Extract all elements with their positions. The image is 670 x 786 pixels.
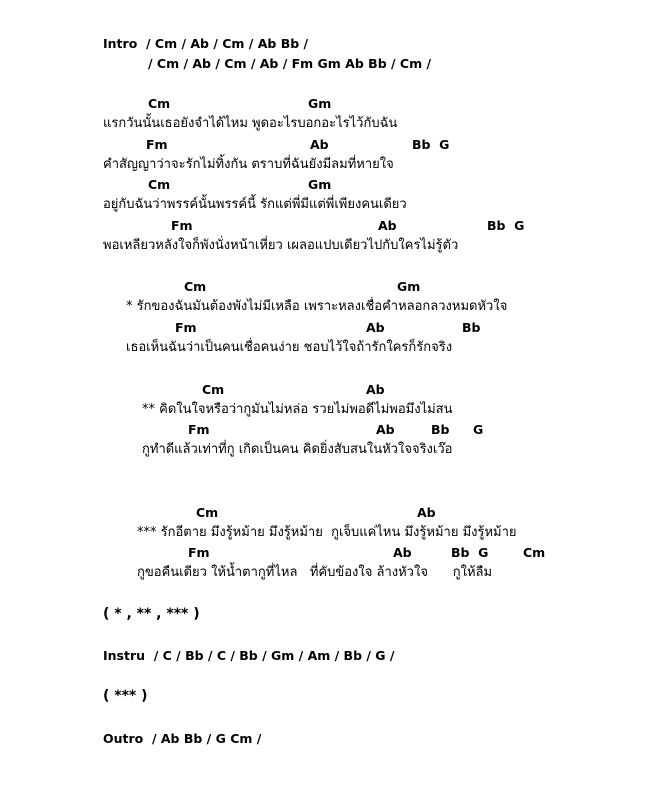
chord: Ab [366,320,385,335]
chord: Ab [310,137,329,152]
lyric-line: * รักของฉันมันต้องพังไม่มีเหลือ เพราะหลงเชื่อคำหลอกลวงหมดหัวใจ [126,299,508,314]
chord: Fm [171,218,193,233]
repeat-marker: ( * , ** , *** ) [103,606,200,622]
chord: Bb [431,422,450,437]
lyric-line: กูทำดีแล้วเท่าที่กู เกิดเป็นคน คิดยิ่งสับสนในหัวใจจริงเว๊อ [142,442,453,457]
chord: Bb G [412,137,450,152]
intro-line-1: Intro / Cm / Ab / Cm / Ab Bb / [103,36,309,51]
lyric-line: *** รักอีตาย มึงรู้หม้าย มึงรู้หม้าย กูเจ็บแค่ไหน มึงรู้หม้าย มึงรู้หม้าย [137,525,517,540]
intro-line-2: / Cm / Ab / Cm / Ab / Fm Gm Ab Bb / Cm / [148,56,432,71]
chord: Ab [378,218,397,233]
chord: Cm [523,545,546,560]
repeat-marker: ( *** ) [103,688,148,704]
chord: Cm [148,96,171,111]
chord: Ab [366,382,385,397]
chord: Ab [417,505,436,520]
instru-line: Instru / C / Bb / C / Bb / Gm / Am / Bb / G / [103,648,395,663]
chord: Bb G [487,218,525,233]
chord: Fm [175,320,197,335]
lyric-line: แรกวันนั้นเธอยังจำได้ไหม พูดอะไรบอกอะไรไว้กับฉัน [103,116,398,131]
lyric-line: กูขอคืนเดียว ให้น้ำตากูที่ไหล ที่คับข้องใจ ล้างหัวใจ กูให้ลืม [137,565,493,580]
lyric-line: ** คิดในใจหรือว่ากูมันไม่หล่อ รวยไม่พอดีไม่พอมึงไม่สน [142,402,453,417]
chord: G [473,422,484,437]
chord: Fm [188,545,210,560]
chord: Ab [393,545,412,560]
chord: Bb [462,320,481,335]
chord: Gm [397,279,421,294]
chord: Gm [308,96,332,111]
chord: Fm [146,137,168,152]
chord: Cm [202,382,225,397]
chord: Fm [188,422,210,437]
lyric-line: เธอเห็นฉันว่าเป็นคนเชื่อคนง่าย ชอบไว้ใจถ้ารักใครก็รักจริง [126,340,453,355]
lyric-line: คำสัญญาว่าจะรักไม่ทิ้งกัน ตราบที่ฉันยังมีลมที่หายใจ [103,157,394,172]
chord: Bb G [451,545,489,560]
chord: Cm [148,177,171,192]
lyric-line: พอเหลียวหลังใจก็พังนั่งหน้าเหี่ยว เผลอแปบเดียวไปกับใครไม่รู้ตัว [103,238,459,253]
chord: Gm [308,177,332,192]
outro-line: Outro / Ab Bb / G Cm / [103,731,262,746]
lyric-line: อยู่กับฉันว่าพรรค์นั้นพรรค์นี้ รักแต่พี่มีแต่พี่เพียงคนเดียว [103,197,407,212]
chord: Ab [376,422,395,437]
chord: Cm [184,279,207,294]
chord: Cm [196,505,219,520]
